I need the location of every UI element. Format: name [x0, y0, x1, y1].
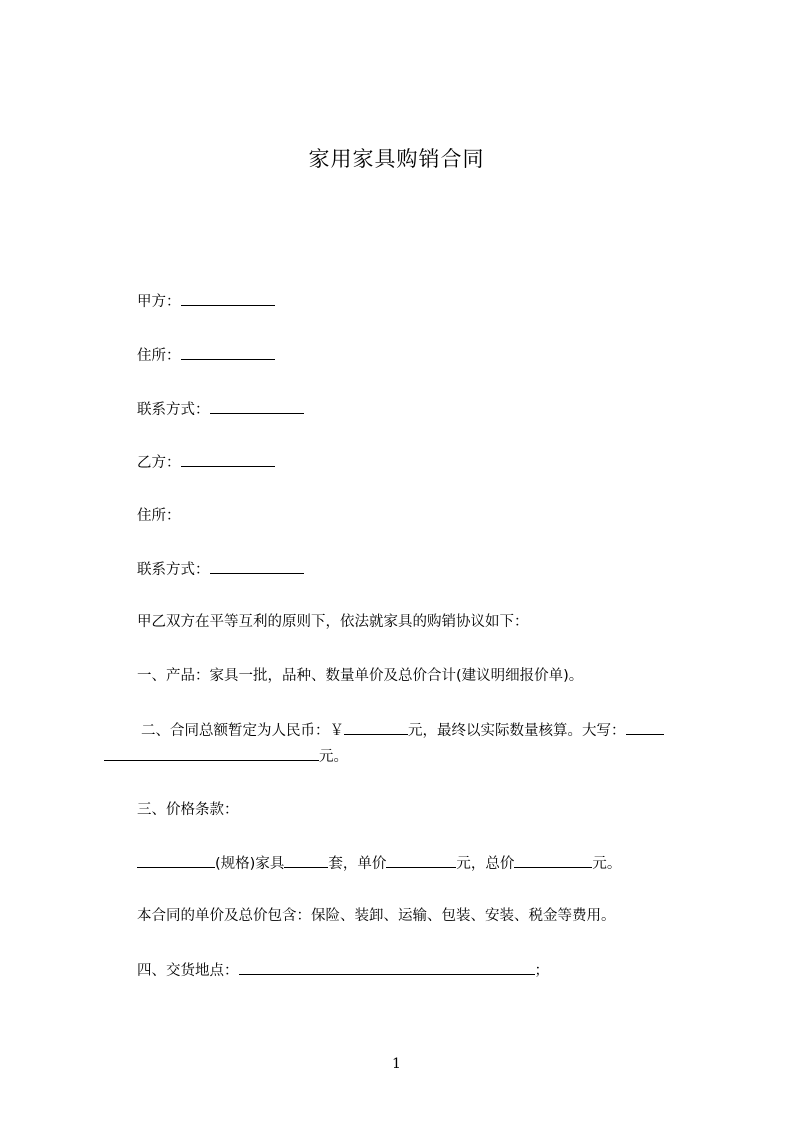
party-b-line [137, 452, 275, 473]
clause-3-note: 本合同的单价及总价包含：保险、装卸、运输、包装、安装、税金等费用。 [137, 908, 616, 924]
clause-2-part-2: 元，最终以实际数量核算。大写： [408, 723, 626, 739]
total-price-blank[interactable] [514, 853, 592, 868]
clause-3-spec: (规格)家具 [215, 856, 285, 872]
party-b-contact-blank[interactable] [210, 559, 304, 574]
party-a-label: 甲方： [137, 294, 181, 310]
amount-figure-blank[interactable] [344, 720, 408, 735]
clause-3-yuan-total: 元，总价 [456, 856, 515, 872]
clause-2-part-3: 元。 [319, 749, 348, 765]
party-b-contact-line [137, 559, 304, 580]
delivery-location-blank[interactable] [239, 960, 535, 975]
party-b-label: 乙方： [137, 455, 181, 471]
party-b-contact-label: 联系方式： [137, 562, 210, 578]
party-b-address-label: 住所： [137, 508, 181, 524]
party-a-address-label: 住所： [137, 348, 181, 364]
page-title: 家用家具购销合同 [308, 147, 485, 171]
party-a-contact-line [137, 399, 304, 420]
clause-4-label: 四、交货地点： [137, 963, 239, 979]
clause-3-heading: 三、价格条款： [137, 802, 239, 818]
party-b-blank[interactable] [181, 452, 275, 467]
quantity-blank[interactable] [284, 853, 328, 868]
party-a-contact-label: 联系方式： [137, 402, 210, 418]
party-a-line [137, 291, 275, 312]
clause-2-line-2 [104, 746, 348, 767]
spec-blank[interactable] [137, 853, 215, 868]
amount-words-blank-2[interactable] [104, 746, 319, 761]
party-a-contact-blank[interactable] [210, 399, 304, 414]
amount-words-blank-1[interactable] [626, 720, 664, 735]
party-b-address-line [137, 506, 181, 526]
party-a-blank[interactable] [181, 291, 275, 306]
clause-3-set: 套，单价 [328, 856, 387, 872]
unit-price-blank[interactable] [386, 853, 456, 868]
clause-3-price-line [137, 853, 621, 874]
clause-2-part-1: 二、合同总额暂定为人民币：￥ [141, 723, 344, 739]
clause-3-yuan-end: 元。 [592, 856, 622, 872]
clause-1: 一、产品：家具一批，品种、数量单价及总价合计(建议明细报价单)。 [137, 668, 584, 684]
clause-2-line-1 [141, 720, 664, 741]
clause-4-line [137, 960, 549, 981]
page-number: 1 [392, 1056, 401, 1072]
party-a-address-line [137, 345, 275, 366]
intro-paragraph: 甲乙双方在平等互利的原则下，依法就家具的购销协议如下： [137, 614, 529, 630]
party-a-address-blank[interactable] [181, 345, 275, 360]
clause-4-end: ； [534, 963, 549, 979]
